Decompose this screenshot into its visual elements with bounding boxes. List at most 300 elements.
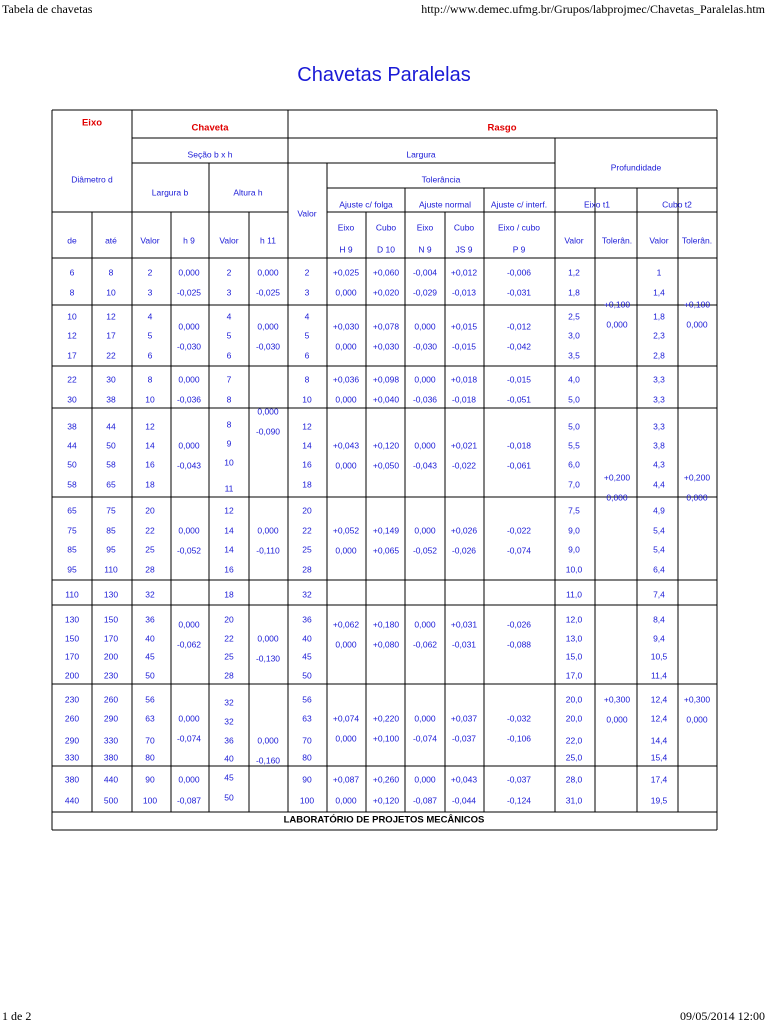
cell-h-valor: 16 (224, 564, 234, 575)
cell-largura-valor: 10 (302, 394, 312, 405)
cell-eixo-N9: -0,004 (412, 267, 438, 278)
cell-ate: 290 (103, 713, 119, 724)
cell-t1-valor: 12,0 (565, 614, 583, 625)
cell-h-valor: 7 (226, 374, 232, 385)
cell-cubo-JS9: -0,018 (451, 394, 477, 405)
header-P9: P 9 (512, 244, 526, 255)
cell-h9-tol: 0,000 (178, 374, 200, 385)
cell-cubo-D10: +0,220 (372, 713, 400, 724)
cell-b-valor: 90 (145, 774, 155, 785)
cell-t2-valor: 6,4 (653, 564, 665, 575)
cell-t1-tol: 0,000 (606, 492, 628, 503)
cell-de: 110 (65, 589, 79, 600)
cell-largura-valor: 18 (302, 479, 312, 490)
cell-eixo-N9: 0,000 (414, 619, 436, 630)
cell-b-valor: 50 (145, 670, 155, 681)
cell-eixo-H9: 0,000 (335, 639, 357, 650)
cell-eixo-N9: -0,087 (412, 795, 438, 806)
cell-t2-valor: 17,4 (650, 774, 668, 785)
cell-eixo-N9: 0,000 (414, 774, 436, 785)
cell-b-valor: 25 (145, 544, 155, 555)
cell-de: 8 (69, 287, 75, 298)
cell-t2-valor: 9,4 (653, 633, 665, 644)
page-title: Chavetas Paralelas (297, 64, 471, 86)
cell-t2-tol: +0,100 (683, 299, 711, 310)
cell-cubo-D10: +0,078 (372, 321, 400, 332)
cell-cubo-D10: +0,120 (372, 440, 400, 451)
cell-b-valor: 22 (145, 525, 155, 536)
cell-t2-valor: 12,4 (650, 694, 668, 705)
cell-de: 10 (67, 311, 77, 322)
cell-eixo-N9: 0,000 (414, 374, 436, 385)
cell-de: 22 (67, 374, 77, 385)
cell-cubo-JS9: -0,015 (451, 341, 477, 352)
cell-t2-valor: 7,4 (653, 589, 665, 600)
cell-h11-tol: -0,130 (255, 653, 281, 664)
cell-t2-valor: 12,4 (650, 713, 668, 724)
cell-p9: -0,124 (506, 795, 532, 806)
cell-eixo-H9: 0,000 (335, 460, 357, 471)
cell-h11-tol: 0,000 (257, 633, 279, 644)
cell-cubo-D10: +0,260 (372, 774, 400, 785)
header-eixo-n9: Eixo (416, 222, 434, 233)
header-eixo-h9: Eixo (337, 222, 355, 233)
cell-h11-tol: -0,025 (255, 287, 281, 298)
cell-t1-valor: 28,0 (565, 774, 583, 785)
cell-ate: 12 (106, 311, 116, 322)
cell-ate: 230 (103, 670, 119, 681)
cell-h11-tol: -0,160 (255, 755, 281, 766)
cell-t1-valor: 1,8 (568, 287, 580, 298)
cell-cubo-JS9: -0,026 (451, 545, 477, 556)
cell-eixo-H9: 0,000 (335, 394, 357, 405)
cell-h-valor: 8 (226, 419, 232, 430)
cell-h9-tol: 0,000 (178, 619, 200, 630)
cell-h-valor: 20 (224, 614, 234, 625)
header-D10: D 10 (377, 244, 395, 255)
cell-t2-valor: 1,8 (653, 311, 665, 322)
print-date: 09/05/2014 12:00 (679, 1009, 765, 1023)
cell-de: 290 (64, 735, 80, 746)
cell-h9-tol: 0,000 (178, 321, 200, 332)
cell-t2-valor: 10,5 (650, 651, 668, 662)
cell-cubo-D10: +0,040 (372, 394, 400, 405)
cell-h-valor: 3 (226, 287, 232, 298)
cell-t2-tol: 0,000 (686, 319, 708, 330)
cell-eixo-H9: 0,000 (335, 545, 357, 556)
cell-h-valor: 14 (224, 544, 234, 555)
cell-cubo-JS9: +0,037 (450, 713, 478, 724)
cell-h9-tol: 0,000 (178, 440, 200, 451)
cell-t1-tol: +0,100 (603, 299, 631, 310)
page-counter: 1 de 2 (2, 1009, 32, 1023)
cell-p9: -0,061 (506, 460, 532, 471)
cell-ate: 44 (106, 421, 116, 432)
cell-h11-tol: -0,030 (255, 341, 281, 352)
cell-t1-valor: 9,0 (568, 544, 580, 555)
cell-t2-valor: 4,9 (653, 505, 665, 516)
cell-h9-tol: -0,043 (176, 460, 202, 471)
cell-h11-tol: 0,000 (257, 735, 279, 746)
cell-ate: 440 (103, 774, 119, 785)
cell-de: 85 (67, 544, 77, 555)
cell-b-valor: 56 (145, 694, 155, 705)
cell-eixo-N9: -0,029 (412, 287, 438, 298)
cell-de: 50 (67, 459, 77, 470)
header-eixo: Eixo (81, 117, 103, 129)
header-profundidade: Profundidade (610, 162, 662, 173)
cell-ate: 110 (104, 564, 118, 575)
cell-largura-valor: 32 (302, 589, 312, 600)
cell-ate: 330 (103, 735, 119, 746)
cell-h9-tol: 0,000 (178, 525, 200, 536)
cell-ate: 58 (106, 459, 116, 470)
cell-t2-tol: +0,300 (683, 694, 711, 705)
cell-t2-tol: +0,200 (683, 472, 711, 483)
cell-largura-valor: 4 (304, 311, 310, 322)
cell-cubo-JS9: -0,022 (451, 460, 477, 471)
cell-h11-tol: 0,000 (257, 321, 279, 332)
cell-p9: -0,106 (506, 733, 532, 744)
cell-ate: 500 (103, 795, 119, 806)
cell-ate: 17 (106, 330, 116, 341)
cell-b-valor: 4 (147, 311, 153, 322)
cell-b-valor: 10 (145, 394, 155, 405)
cell-largura-valor: 3 (304, 287, 310, 298)
header-title: Tabela de chavetas (2, 2, 93, 16)
cell-p9: -0,032 (506, 713, 532, 724)
cell-b-valor: 28 (145, 564, 155, 575)
cell-t2-valor: 2,3 (653, 330, 665, 341)
cell-cubo-D10: +0,030 (372, 341, 400, 352)
cell-ate: 10 (106, 287, 116, 298)
cell-ate: 150 (103, 614, 119, 625)
cell-de: 440 (64, 795, 80, 806)
cell-t2-valor: 15,4 (650, 752, 668, 763)
cell-de: 200 (64, 670, 80, 681)
header-toleran-t2: Tolerân. (681, 235, 713, 246)
cell-h-valor: 18 (224, 589, 234, 600)
cell-eixo-H9: 0,000 (335, 733, 357, 744)
header-ajuste-folga: Ajuste c/ folga (339, 199, 393, 210)
cell-cubo-JS9: -0,031 (451, 639, 477, 650)
cell-h9-tol: -0,025 (176, 287, 202, 298)
cell-p9: -0,022 (506, 525, 532, 536)
cell-ate: 170 (103, 633, 119, 644)
cell-h9-tol: 0,000 (178, 713, 200, 724)
cell-largura-valor: 50 (302, 670, 312, 681)
cell-largura-valor: 45 (302, 651, 312, 662)
cell-de: 65 (67, 505, 77, 516)
cell-h-valor: 4 (226, 311, 232, 322)
cell-cubo-JS9: +0,043 (450, 774, 478, 785)
cell-largura-valor: 100 (299, 795, 315, 806)
cell-largura-valor: 16 (302, 459, 312, 470)
cell-p9: -0,006 (506, 267, 532, 278)
cell-eixo-H9: +0,025 (332, 267, 360, 278)
cell-t2-valor: 3,3 (653, 374, 665, 385)
table-footer: LABORATÓRIO DE PROJETOS MECÂNICOS (283, 814, 485, 826)
cell-eixo-H9: +0,062 (332, 619, 360, 630)
cell-b-valor: 36 (145, 614, 155, 625)
cell-b-valor: 63 (145, 713, 155, 724)
cell-t1-valor: 2,5 (568, 311, 580, 322)
cell-h-valor: 40 (224, 753, 234, 764)
cell-b-valor: 16 (145, 459, 155, 470)
cell-ate: 65 (106, 479, 116, 490)
cell-cubo-D10: +0,120 (372, 795, 400, 806)
header-valor-t2: Valor (649, 235, 669, 246)
cell-cubo-JS9: +0,015 (450, 321, 478, 332)
header-cubo-d10: Cubo (375, 222, 397, 233)
header-diametro: Diâmetro d (71, 174, 113, 185)
cell-de: 44 (67, 440, 77, 451)
cell-de: 150 (64, 633, 80, 644)
header-h11: h 11 (260, 235, 276, 246)
cell-t1-valor: 5,0 (568, 421, 580, 432)
cell-cubo-D10: +0,149 (372, 525, 400, 536)
cell-largura-valor: 90 (302, 774, 312, 785)
cell-t1-valor: 1,2 (568, 267, 580, 278)
cell-de: 130 (64, 614, 80, 625)
cell-p9: -0,074 (506, 545, 532, 556)
cell-h-valor: 28 (224, 670, 234, 681)
cell-b-valor: 45 (145, 651, 155, 662)
cell-b-valor: 100 (142, 795, 158, 806)
cell-largura-valor: 28 (302, 564, 312, 575)
cell-t1-valor: 15,0 (565, 651, 583, 662)
header-H9: H 9 (339, 244, 353, 255)
cell-ate: 22 (106, 350, 116, 361)
cell-h11-tol: 0,000 (257, 406, 279, 417)
cell-t1-tol: +0,300 (603, 694, 631, 705)
cell-largura-valor: 20 (302, 505, 312, 516)
cell-h9-tol: 0,000 (178, 774, 200, 785)
cell-t1-valor: 17,0 (565, 670, 583, 681)
cell-cubo-JS9: +0,021 (450, 440, 478, 451)
cell-t1-valor: 13,0 (565, 633, 583, 644)
header-N9: N 9 (418, 244, 432, 255)
cell-t1-valor: 7,5 (568, 505, 580, 516)
cell-t2-valor: 3,3 (653, 421, 665, 432)
cell-largura-valor: 12 (302, 421, 312, 432)
cell-b-valor: 14 (145, 440, 155, 451)
cell-ate: 200 (103, 651, 119, 662)
header-tolerancia: Tolerância (421, 174, 461, 185)
cell-t1-valor: 3,0 (568, 330, 580, 341)
cell-t1-valor: 25,0 (565, 752, 583, 763)
cell-de: 170 (64, 651, 80, 662)
cell-b-valor: 8 (147, 374, 153, 385)
cell-t2-valor: 14,4 (650, 735, 668, 746)
cell-de: 75 (67, 525, 77, 536)
cell-ate: 30 (106, 374, 116, 385)
header-cubo-js9: Cubo (453, 222, 475, 233)
header-largura: Largura (406, 149, 436, 160)
cell-b-valor: 18 (145, 479, 155, 490)
cell-de: 30 (67, 394, 77, 405)
header-valor-largura: Valor (297, 208, 317, 219)
cell-largura-valor: 36 (302, 614, 312, 625)
cell-cubo-D10: +0,180 (372, 619, 400, 630)
header-eixo-cubo: Eixo / cubo (497, 222, 541, 233)
cell-b-valor: 80 (145, 752, 155, 763)
header-ate: até (105, 235, 117, 246)
cell-b-valor: 70 (145, 735, 155, 746)
cell-cubo-JS9: +0,012 (450, 267, 478, 278)
cell-de: 230 (64, 694, 80, 705)
cell-t1-valor: 9,0 (568, 525, 580, 536)
cell-cubo-JS9: -0,013 (451, 287, 477, 298)
cell-t2-valor: 3,8 (653, 440, 665, 451)
cell-p9: -0,031 (506, 287, 532, 298)
cell-t1-valor: 6,0 (568, 459, 580, 470)
cell-p9: -0,012 (506, 321, 532, 332)
header-JS9: JS 9 (455, 244, 473, 255)
header-toleran-t1: Tolerân. (601, 235, 633, 246)
cell-t1-valor: 10,0 (565, 564, 583, 575)
cell-cubo-D10: +0,060 (372, 267, 400, 278)
cell-de: 330 (64, 752, 80, 763)
cell-h-valor: 32 (224, 697, 234, 708)
cell-p9: -0,026 (506, 619, 532, 630)
header-ajuste-interf: Ajuste c/ interf. (490, 199, 548, 210)
cell-t2-valor: 3,3 (653, 394, 665, 405)
cell-t1-valor: 11,0 (566, 589, 582, 600)
cell-t2-valor: 8,4 (653, 614, 665, 625)
cell-b-valor: 12 (145, 421, 155, 432)
cell-p9: -0,037 (506, 774, 532, 785)
cell-de: 260 (64, 713, 80, 724)
cell-t2-valor: 5,4 (653, 525, 665, 536)
cell-t1-valor: 3,5 (568, 350, 580, 361)
cell-h11-tol: 0,000 (257, 525, 279, 536)
cell-b-valor: 32 (145, 589, 155, 600)
cell-h-valor: 11 (224, 483, 234, 494)
cell-t1-valor: 31,0 (565, 795, 583, 806)
cell-b-valor: 2 (147, 267, 153, 278)
cell-t1-valor: 5,0 (568, 394, 580, 405)
cell-ate: 8 (108, 267, 114, 278)
header-cubo-t2: Cubo t2 (662, 199, 692, 210)
cell-cubo-JS9: +0,018 (450, 374, 478, 385)
cell-de: 6 (69, 267, 75, 278)
cell-cubo-D10: +0,098 (372, 374, 400, 385)
cell-cubo-JS9: +0,026 (450, 525, 478, 536)
cell-t1-valor: 7,0 (568, 479, 580, 490)
cell-eixo-H9: +0,074 (332, 713, 360, 724)
header-chaveta: Chaveta (191, 122, 229, 134)
cell-largura-valor: 25 (302, 544, 312, 555)
cell-largura-valor: 40 (302, 633, 312, 644)
cell-t1-tol: +0,200 (603, 472, 631, 483)
cell-h9-tol: 0,000 (178, 267, 200, 278)
cell-cubo-D10: +0,100 (372, 733, 400, 744)
cell-h-valor: 25 (224, 651, 234, 662)
cell-b-valor: 5 (147, 330, 153, 341)
cell-ate: 95 (106, 544, 116, 555)
cell-p9: -0,051 (506, 394, 532, 405)
cell-b-valor: 40 (145, 633, 155, 644)
cell-h9-tol: -0,074 (176, 733, 202, 744)
cell-largura-valor: 80 (302, 752, 312, 763)
cell-t2-valor: 19,5 (650, 795, 668, 806)
cell-t2-valor: 1 (656, 267, 662, 278)
cell-t2-valor: 5,4 (653, 544, 665, 555)
cell-ate: 260 (103, 694, 119, 705)
cell-de: 380 (64, 774, 80, 785)
cell-t1-valor: 5,5 (568, 440, 580, 451)
cell-t2-valor: 1,4 (653, 287, 665, 298)
cell-largura-valor: 70 (302, 735, 312, 746)
cell-h-valor: 10 (224, 457, 234, 468)
cell-h11-tol: 0,000 (257, 267, 279, 278)
cell-eixo-H9: +0,030 (332, 321, 360, 332)
header-valor-t1: Valor (564, 235, 584, 246)
header-valor-b: Valor (140, 235, 160, 246)
cell-t1-valor: 20,0 (565, 713, 583, 724)
cell-h-valor: 14 (224, 525, 234, 536)
cell-h-valor: 32 (224, 716, 234, 727)
cell-largura-valor: 6 (304, 350, 310, 361)
cell-largura-valor: 63 (302, 713, 312, 724)
cell-ate: 130 (103, 589, 119, 600)
cell-cubo-D10: +0,080 (372, 639, 400, 650)
cell-eixo-H9: +0,043 (332, 440, 360, 451)
cell-b-valor: 6 (147, 350, 153, 361)
cell-eixo-N9: -0,043 (412, 460, 438, 471)
cell-cubo-JS9: -0,044 (451, 795, 477, 806)
cell-h9-tol: -0,036 (176, 394, 202, 405)
cell-eixo-H9: +0,087 (332, 774, 360, 785)
cell-eixo-H9: +0,052 (332, 525, 360, 536)
cell-largura-valor: 56 (302, 694, 312, 705)
cell-t1-valor: 22,0 (565, 735, 583, 746)
cell-eixo-H9: +0,036 (332, 374, 360, 385)
header-h9: h 9 (183, 235, 195, 246)
cell-de: 38 (67, 421, 77, 432)
cell-h11-tol: -0,090 (255, 426, 281, 437)
cell-de: 12 (67, 330, 77, 341)
cell-h-valor: 36 (224, 735, 234, 746)
cell-ate: 50 (106, 440, 116, 451)
cell-eixo-N9: 0,000 (414, 321, 436, 332)
cell-h-valor: 22 (224, 633, 234, 644)
cell-h-valor: 45 (224, 772, 234, 783)
cell-t1-valor: 20,0 (565, 694, 583, 705)
cell-eixo-H9: 0,000 (335, 341, 357, 352)
header-eixo-t1: Eixo t1 (584, 199, 610, 210)
cell-ate: 75 (106, 505, 116, 516)
header-ajuste-normal: Ajuste normal (419, 199, 471, 210)
cell-de: 58 (67, 479, 77, 490)
cell-largura-valor: 8 (304, 374, 310, 385)
cell-p9: -0,088 (506, 639, 532, 650)
cell-t2-tol: 0,000 (686, 714, 708, 725)
cell-de: 17 (67, 350, 77, 361)
cell-ate: 380 (103, 752, 119, 763)
cell-ate: 38 (106, 394, 116, 405)
cell-eixo-N9: -0,074 (412, 733, 438, 744)
cell-t2-valor: 11,4 (651, 670, 667, 681)
cell-h9-tol: -0,062 (176, 639, 202, 650)
cell-h-valor: 2 (226, 267, 232, 278)
cell-h-valor: 5 (226, 330, 232, 341)
cell-b-valor: 3 (147, 287, 153, 298)
cell-h9-tol: -0,030 (176, 341, 202, 352)
cell-t2-valor: 4,4 (653, 479, 665, 490)
cell-eixo-H9: 0,000 (335, 287, 357, 298)
